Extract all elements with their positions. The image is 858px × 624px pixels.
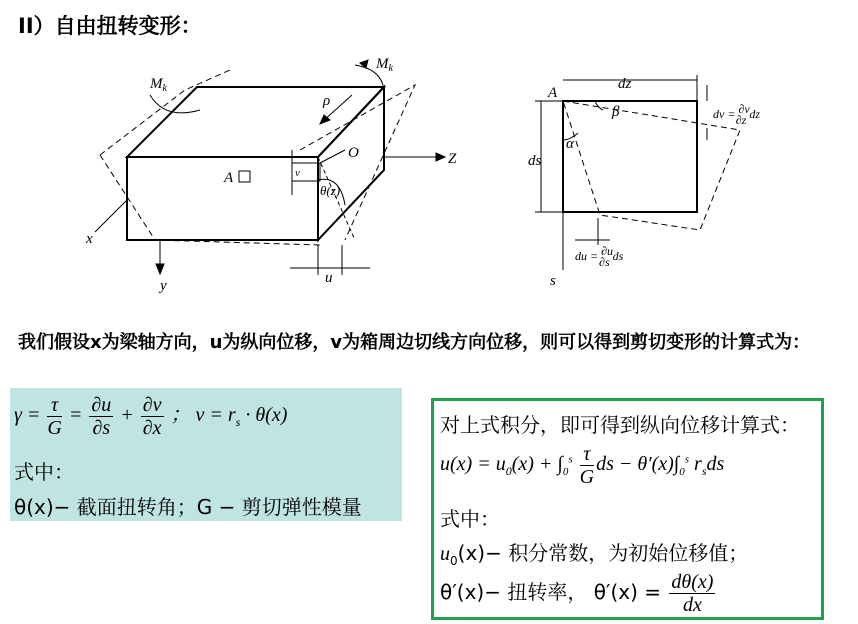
shear-strain-equation: γ = $\frac{\tau}{G}$ = $\frac{\partial u}{\partial s}$ + $\frac{\partial v}{\partial x}$ ； $v = r_s \cdot \theta(x)$	[14, 394, 288, 439]
shear-formula-box	[10, 388, 402, 521]
integral-formula-box	[431, 398, 824, 620]
u0-definition: $u_0(x)-$ 积分常数，为初始位移值；	[440, 541, 749, 568]
description-paragraph: 我们假设x为梁轴方向，u为纵向位移，v为箱周边切线方向位移，则可以得到剪切变形的计算式为：	[18, 332, 811, 353]
s-axis-label: s	[550, 273, 556, 289]
y-axis-label: y	[160, 278, 167, 294]
torsion-rate-definition: θ′(x)− 扭转率， θ′(x) = $\frac{d\theta(x)}{dx}$	[440, 571, 714, 616]
u-label: u	[325, 270, 333, 286]
z-axis-label: Z	[448, 151, 457, 167]
shizhong-label-2: 式中：	[440, 507, 500, 531]
element-a-label: A	[548, 85, 558, 101]
beta-label: β	[612, 104, 620, 120]
dv-formula: dv = ∂v ∂z dz	[713, 102, 760, 127]
du-formula: du = ∂u ∂s ds	[575, 244, 624, 269]
x-axis-label: x	[86, 231, 93, 247]
tau-over-g-fraction-2: $\frac{\tau}{G}$	[579, 443, 595, 488]
v-label: v	[295, 167, 300, 179]
dz-label: dz	[618, 76, 632, 92]
o-label: O	[348, 145, 359, 161]
mk-label-left: $M_k$	[150, 76, 167, 94]
shizhong-label: 式中：	[14, 460, 74, 484]
mk-label-right: $M_k$	[376, 56, 393, 74]
ds-label: ds	[528, 153, 542, 169]
rho-label: ρ	[323, 93, 331, 109]
definition-line: θ(x)− 截面扭转角；G − 剪切弹性模量	[14, 495, 362, 519]
dv-dx-fraction: $\frac{\partial v}{\partial x}$	[142, 394, 162, 439]
tau-over-g-fraction: $\frac{\tau}{G}$	[47, 394, 62, 439]
alpha-label: α	[566, 136, 574, 152]
shear-element-figure	[535, 75, 740, 270]
du-ds-fraction: $\frac{\partial u}{\partial s}$	[91, 394, 112, 439]
theta-label: θ(z)	[320, 183, 341, 198]
integral-intro: 对上式积分，即可得到纵向位移计算式：	[440, 413, 800, 437]
displacement-equation: $u(x) = u_0(x) + \int_0^s$ $\frac{\tau}{G}$ ds − $\theta'(x)\int_0^s$ $r_sds$	[440, 443, 725, 488]
dtheta-dx-fraction: $\frac{d\theta(x)}{dx}$	[671, 571, 714, 616]
box-3d-figure	[95, 60, 445, 275]
a-label: A	[224, 170, 234, 186]
page-title: II）自由扭转变形：	[18, 14, 202, 38]
